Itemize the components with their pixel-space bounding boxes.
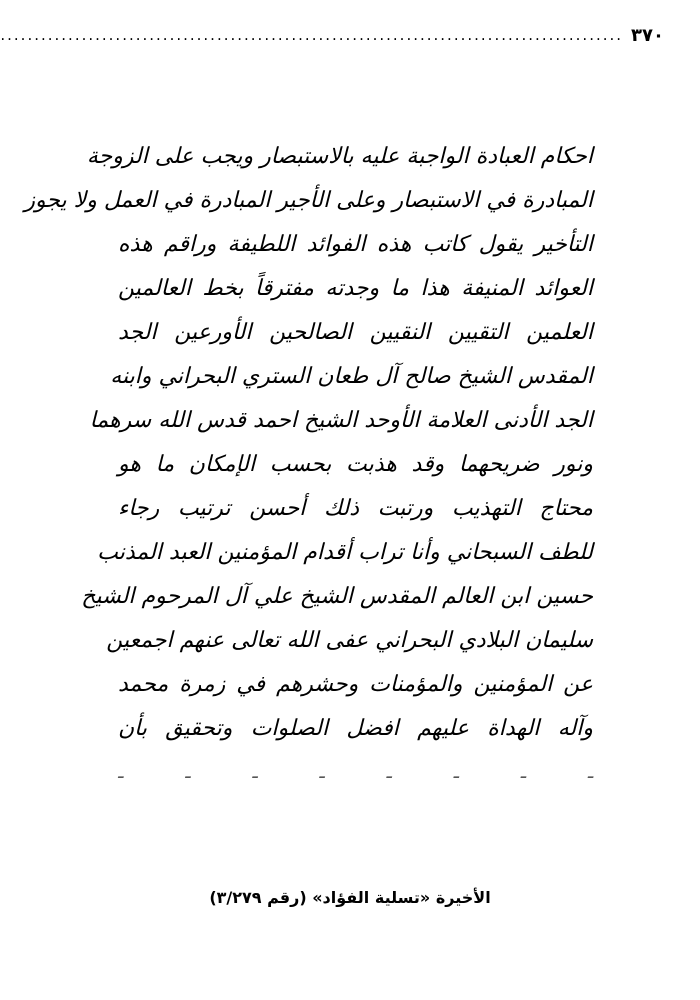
manuscript-image <box>24 135 593 805</box>
manuscript-line: للطف السبحاني وأنا تراب أقدام المؤمنين العبد المذنب <box>97 540 593 565</box>
manuscript-line: محتاج التهذيب ورتبت ذلك أحسن ترتيب رجاء <box>118 496 593 521</box>
manuscript-line: احكام العبادة الواجبة عليه بالاستبصار ويجب على الزوجة <box>86 144 593 169</box>
manuscript-line: عن المؤمنين والمؤمنات وحشرهم في زمرة محمد <box>118 672 593 697</box>
manuscript-line: الجد الأدنى العلامة الأوحد الشيخ احمد قدس الله سرهما <box>89 408 593 433</box>
manuscript-line: ونور ضريحهما وقد هذبت بحسب الإمكان ما هو <box>118 452 593 477</box>
dot-leader <box>0 26 623 44</box>
manuscript-line: حسين ابن العالم المقدس الشيخ علي آل المرحوم الشيخ <box>81 584 593 609</box>
page-header <box>40 18 664 52</box>
manuscript-line: وآله الهداة عليهم افضل الصلوات وتحقيق بأن <box>118 716 593 741</box>
manuscript-line: التأخير يقول كاتب هذه الفوائد اللطيفة وراقم هذه <box>118 232 593 257</box>
figure-caption: الأخيرة «تسلية الفؤاد» (رقم ٣/٢٧٩) <box>209 888 491 907</box>
manuscript-line-faded: ـ ـ ـ ـ ـ ـ ـ ـ <box>118 762 593 783</box>
page-number: ٣٧٠ <box>631 24 664 46</box>
manuscript-line: سليمان البلادي البحراني عفى الله تعالى عنهم اجمعين <box>106 628 593 653</box>
manuscript-line: المبادرة في الاستبصار وعلى الأجير المبادرة في العمل ولا يجوز <box>24 188 593 213</box>
manuscript-line: العوائد المنيفة هذا ما وجدته مفترقاً بخط العالمين <box>118 276 593 301</box>
manuscript-line: المقدس الشيخ صالح آل طعان الستري البحراني وابنه <box>110 364 593 389</box>
manuscript-line: العلمين التقيين النقيين الصالحين الأورعين الجد <box>118 320 593 345</box>
